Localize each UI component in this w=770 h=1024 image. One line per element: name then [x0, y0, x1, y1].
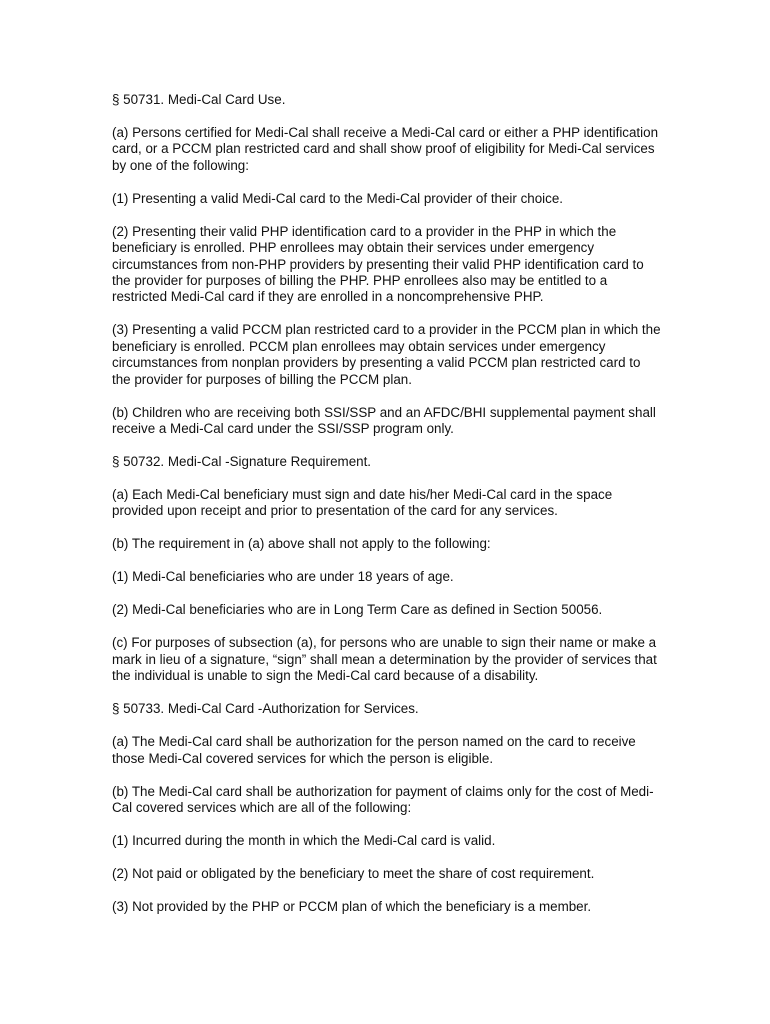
paragraph: (3) Presenting a valid PCCM plan restricted card to a provider in the PCCM plan in which the beneficiary is enrolled. PCCM plan enrollees may obtain services under emergency circumstances from nonplan providers by presenting a valid PCCM plan restricted card to the provider for purposes of billing the PCCM plan.	[112, 322, 661, 387]
paragraph: (1) Medi-Cal beneficiaries who are under 18 years of age.	[112, 569, 454, 585]
paragraph: (2) Presenting their valid PHP identification card to a provider in the PHP in which the beneficiary is enrolled. PHP enrollees may obtain their services under emergency circumstances from non-PHP providers by presenting their valid PHP identification card to the provider for purposes of billing the PHP. PHP enrollees also may be entitled to a restricted Medi-Cal card if they are enrolled in a noncomprehensive PHP.	[112, 223, 644, 305]
paragraph: (b) The Medi-Cal card shall be authorization for payment of claims only for the cost of Medi-Cal covered services which are all of the following:	[112, 783, 654, 816]
paragraph: (a) The Medi-Cal card shall be authorization for the person named on the card to receive those Medi-Cal covered services for which the person is eligible.	[112, 734, 636, 766]
paragraph: (2) Medi-Cal beneficiaries who are in Long Term Care as defined in Section 50056.	[112, 602, 603, 618]
paragraph: (b) The requirement in (a) above shall not apply to the following:	[112, 536, 491, 552]
paragraph: (1) Incurred during the month in which the Medi-Cal card is valid.	[112, 833, 496, 849]
paragraph: (3) Not provided by the PHP or PCCM plan of which the beneficiary is a member.	[112, 899, 592, 915]
document-page	[112, 92, 662, 932]
paragraph: (2) Not paid or obligated by the beneficiary to meet the share of cost requirement.	[112, 866, 595, 882]
paragraph: (a) Each Medi-Cal beneficiary must sign and date his/her Medi-Cal card in the space provided upon receipt and prior to presentation of the card for any services.	[112, 487, 613, 519]
section-heading-50733: § 50733. Medi-Cal Card -Authorization for Services.	[112, 701, 419, 717]
paragraph: (1) Presenting a valid Medi-Cal card to the Medi-Cal provider of their choice.	[112, 190, 564, 206]
paragraph: (b) Children who are receiving both SSI/SSP and an AFDC/BHI supplemental payment shall receive a Medi-Cal card under the SSI/SSP program only.	[112, 404, 656, 437]
paragraph: (c) For purposes of subsection (a), for persons who are unable to sign their name or make a mark in lieu of a signature, “sign” shall mean a determination by the provider of services that the individual is unable to sign the Medi-Cal card because of a disability.	[112, 635, 657, 684]
section-heading-50731: § 50731. Medi-Cal Card Use.	[112, 92, 286, 107]
paragraph: (a) Persons certified for Medi-Cal shall receive a Medi-Cal card or either a PHP identification card, or a PCCM plan restricted card and shall show proof of eligibility for Medi-Cal services by one of the following:	[112, 125, 659, 173]
section-heading-50732: § 50732. Medi-Cal -Signature Requirement.	[112, 454, 372, 470]
